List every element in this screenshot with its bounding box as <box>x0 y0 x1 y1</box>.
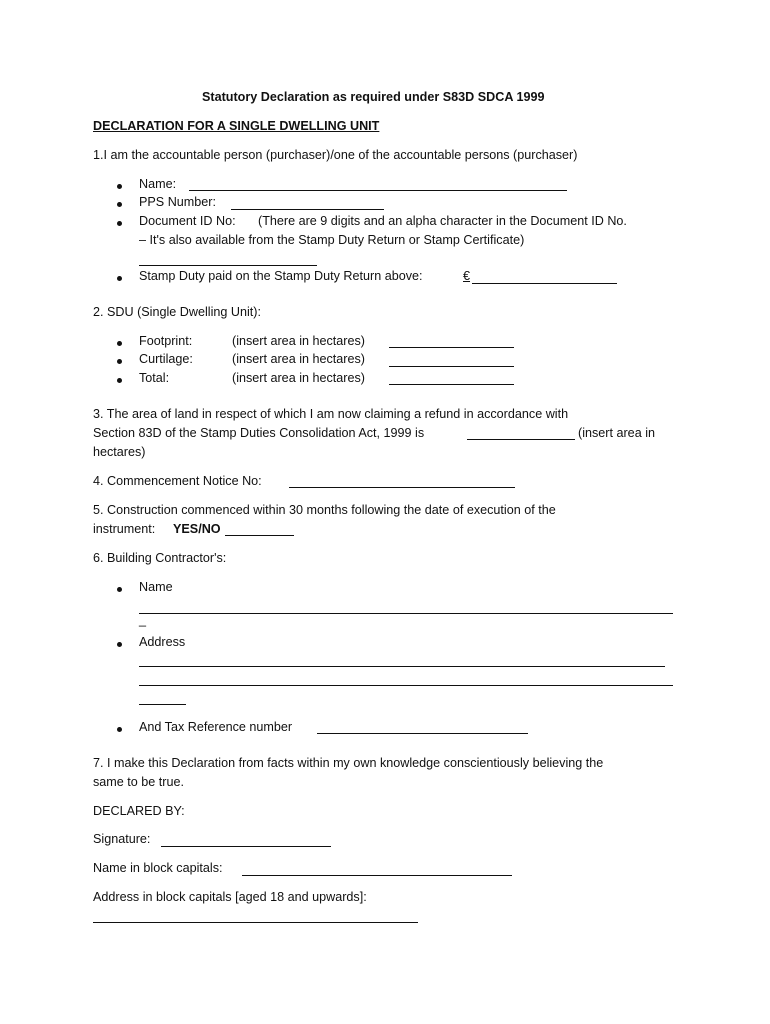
section-3-line2: Section 83D of the Stamp Duties Consolidation Act, 1999 is <box>93 426 425 440</box>
commencement-notice-blank[interactable] <box>289 487 515 488</box>
name-field-blank[interactable] <box>189 190 567 191</box>
footprint-label: Footprint: <box>139 334 193 348</box>
form-heading: DECLARATION FOR A SINGLE DWELLING UNIT <box>93 119 380 133</box>
stamp-duty-blank[interactable] <box>472 283 617 284</box>
footprint-blank[interactable] <box>389 347 514 348</box>
contractor-name-blank[interactable] <box>139 613 673 614</box>
bullet-icon <box>117 221 122 226</box>
bullet-icon <box>117 587 122 592</box>
contractor-name-tail: _ <box>139 613 147 627</box>
declared-by-label: DECLARED BY: <box>93 804 185 818</box>
bullet-icon <box>117 642 122 647</box>
section-1-intro: 1.I am the accountable person (purchaser)/one of the accountable persons (purchaser) <box>93 148 578 162</box>
document-id-label: Document ID No: <box>139 214 236 228</box>
signature-label: Signature: <box>93 832 151 846</box>
euro-sign: € <box>463 269 471 283</box>
section-3-line1: 3. The area of land in respect of which I am now claiming a refund in accordance with <box>93 407 569 421</box>
bullet-icon <box>117 727 122 732</box>
section-4-label: 4. Commencement Notice No: <box>93 474 262 488</box>
total-label: Total: <box>139 371 170 385</box>
section-5-line2: instrument: <box>93 522 156 536</box>
bullet-icon <box>117 184 122 189</box>
footprint-note: (insert area in hectares) <box>232 334 365 348</box>
area-claim-blank[interactable] <box>467 439 575 440</box>
bullet-icon <box>117 359 122 364</box>
contractor-address-blank-2[interactable] <box>139 685 673 686</box>
section-3-line3: hectares) <box>93 445 146 459</box>
section-7-line1: 7. I make this Declaration from facts within my own knowledge conscientiously believing the <box>93 756 604 770</box>
address-block-label: Address in block capitals [aged 18 and upwards]: <box>93 890 367 904</box>
yes-no-option: YES/NO <box>173 522 221 536</box>
curtilage-note: (insert area in hectares) <box>232 352 365 366</box>
curtilage-blank[interactable] <box>389 366 514 367</box>
contractor-address-blank-3[interactable] <box>139 704 186 705</box>
section-2-intro: 2. SDU (Single Dwelling Unit): <box>93 305 261 319</box>
section-3-note: (insert area in <box>578 426 655 440</box>
document-id-note: (There are 9 digits and an alpha character in the Document ID No. <box>258 214 627 228</box>
contractor-address-label: Address <box>139 635 186 649</box>
contractor-name-label: Name <box>139 580 173 594</box>
bullet-icon <box>117 202 122 207</box>
signature-blank[interactable] <box>161 846 331 847</box>
address-block-blank[interactable] <box>93 922 418 923</box>
pps-field-label: PPS Number: <box>139 195 216 209</box>
bullet-icon <box>117 276 122 281</box>
section-6-intro: 6. Building Contractor's: <box>93 551 227 565</box>
document-id-note-2: – It's also available from the Stamp Duty Return or Stamp Certificate) <box>139 233 525 247</box>
bullet-icon <box>117 341 122 346</box>
document-id-blank[interactable] <box>139 265 317 266</box>
tax-reference-blank[interactable] <box>317 733 528 734</box>
bullet-icon <box>117 378 122 383</box>
contractor-address-blank-1[interactable] <box>139 666 665 667</box>
section-7-line2: same to be true. <box>93 775 185 789</box>
name-field-label: Name: <box>139 177 177 191</box>
page-title: Statutory Declaration as required under S83D SDCA 1999 <box>202 90 545 104</box>
curtilage-label: Curtilage: <box>139 352 193 366</box>
name-block-blank[interactable] <box>242 875 512 876</box>
total-note: (insert area in hectares) <box>232 371 365 385</box>
total-blank[interactable] <box>389 384 514 385</box>
yes-no-blank[interactable] <box>225 535 294 536</box>
tax-reference-label: And Tax Reference number <box>139 720 293 734</box>
pps-field-blank[interactable] <box>231 209 384 210</box>
section-5-line1: 5. Construction commenced within 30 months following the date of execution of the <box>93 503 556 517</box>
stamp-duty-label: Stamp Duty paid on the Stamp Duty Return above: <box>139 269 423 283</box>
name-block-label: Name in block capitals: <box>93 861 223 875</box>
